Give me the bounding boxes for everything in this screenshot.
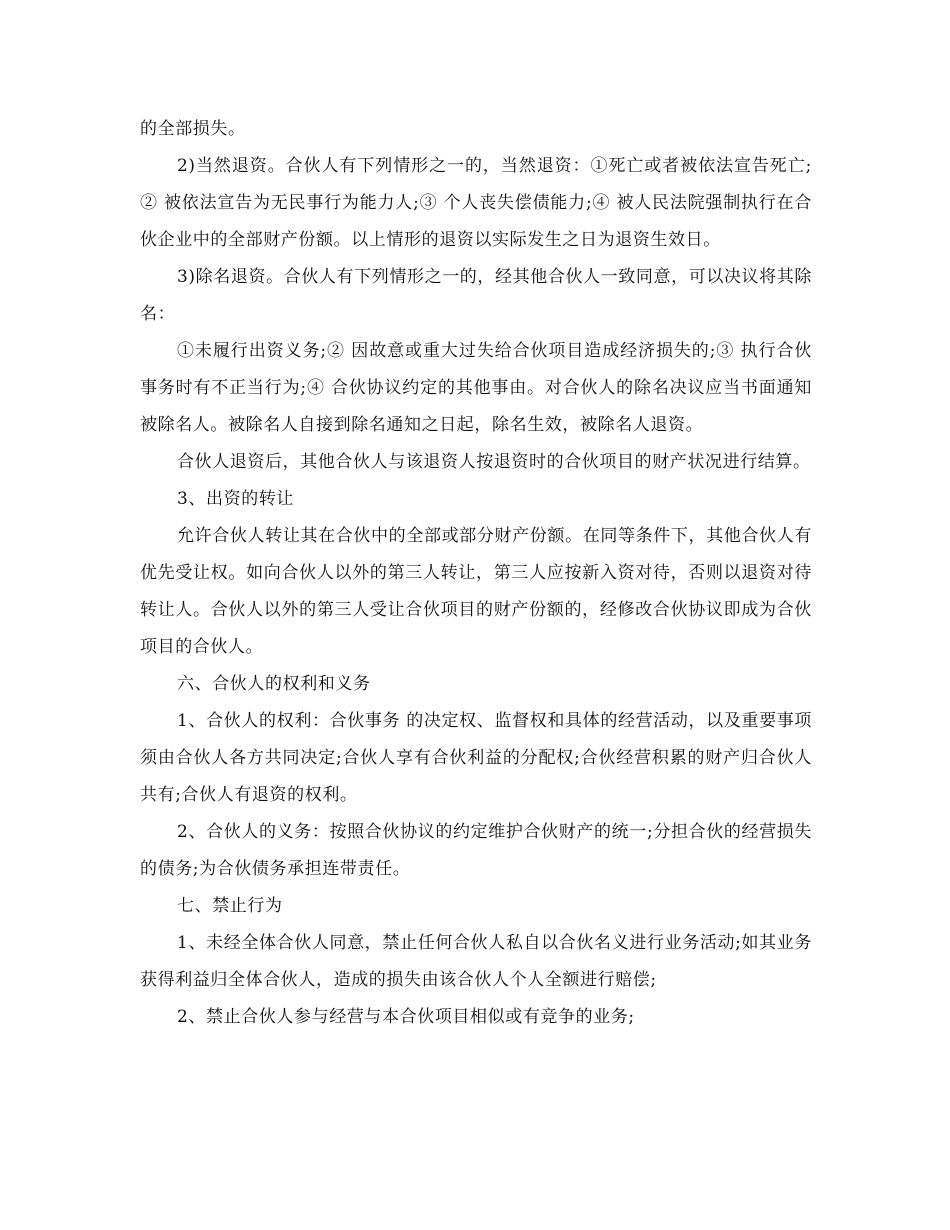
paragraph-3: 3)除名退资。合伙人有下列情形之一的，经其他合伙人一致同意，可以决议将其除名：	[140, 267, 812, 324]
document-body	[140, 111, 812, 1036]
paragraph-5: 合伙人退资后，其他合伙人与该退资人按退资时的合伙项目的财产状况进行结算。	[177, 452, 811, 472]
paragraph-1: 的全部损失。	[140, 119, 246, 139]
section-heading-transfer: 3、出资的转让	[177, 489, 295, 509]
section-heading-rights-obligations: 六、合伙人的权利和义务	[177, 674, 371, 694]
section-heading-prohibited-acts: 七、禁止行为	[177, 896, 283, 916]
paragraph-12: 1、未经全体合伙人同意，禁止任何合伙人私自以合伙名义进行业务活动;如其业务获得利益归全体合伙人，造成的损失由该合伙人个人全额进行赔偿;	[140, 933, 812, 990]
paragraph-9: 1、合伙人的权利：合伙事务 的决定权、监督权和具体的经营活动，以及重要事项须由合伙人各方共同决定;合伙人享有合伙利益的分配权;合伙经营积累的财产归合伙人共有;合伙人有退资的权利。	[140, 711, 812, 805]
paragraph-2: 2)当然退资。合伙人有下列情形之一的，当然退资：①死亡或者被依法宣告死亡;② 被依法宣告为无民事行为能力人;③ 个人丧失偿债能力;④ 被人民法院强制执行在合伙企业中的全部财产份额。以上情形的退资以实际发生之日为退资生效日。	[140, 156, 812, 250]
paragraph-13: 2、禁止合伙人参与经营与本合伙项目相似或有竞争的业务;	[177, 1007, 635, 1027]
paragraph-10: 2、合伙人的义务：按照合伙协议的约定维护合伙财产的统一;分担合伙的经营损失的债务;为合伙债务承担连带责任。	[140, 822, 812, 879]
paragraph-4: ①未履行出资义务;② 因故意或重大过失给合伙项目造成经济损失的;③ 执行合伙事务时有不正当行为;④ 合伙协议约定的其他事由。对合伙人的除名决议应当书面通知被除名人。被除名人自接到除名通知之日起，除名生效，被除名人退资。	[140, 341, 812, 435]
paragraph-7: 允许合伙人转让其在合伙中的全部或部分财产份额。在同等条件下，其他合伙人有优先受让权。如向合伙人以外的第三人转让，第三人应按新入资对待，否则以退资对待转让人。合伙人以外的第三人受让合伙项目的财产份额的，经修改合伙协议即成为合伙项目的合伙人。	[140, 526, 812, 657]
